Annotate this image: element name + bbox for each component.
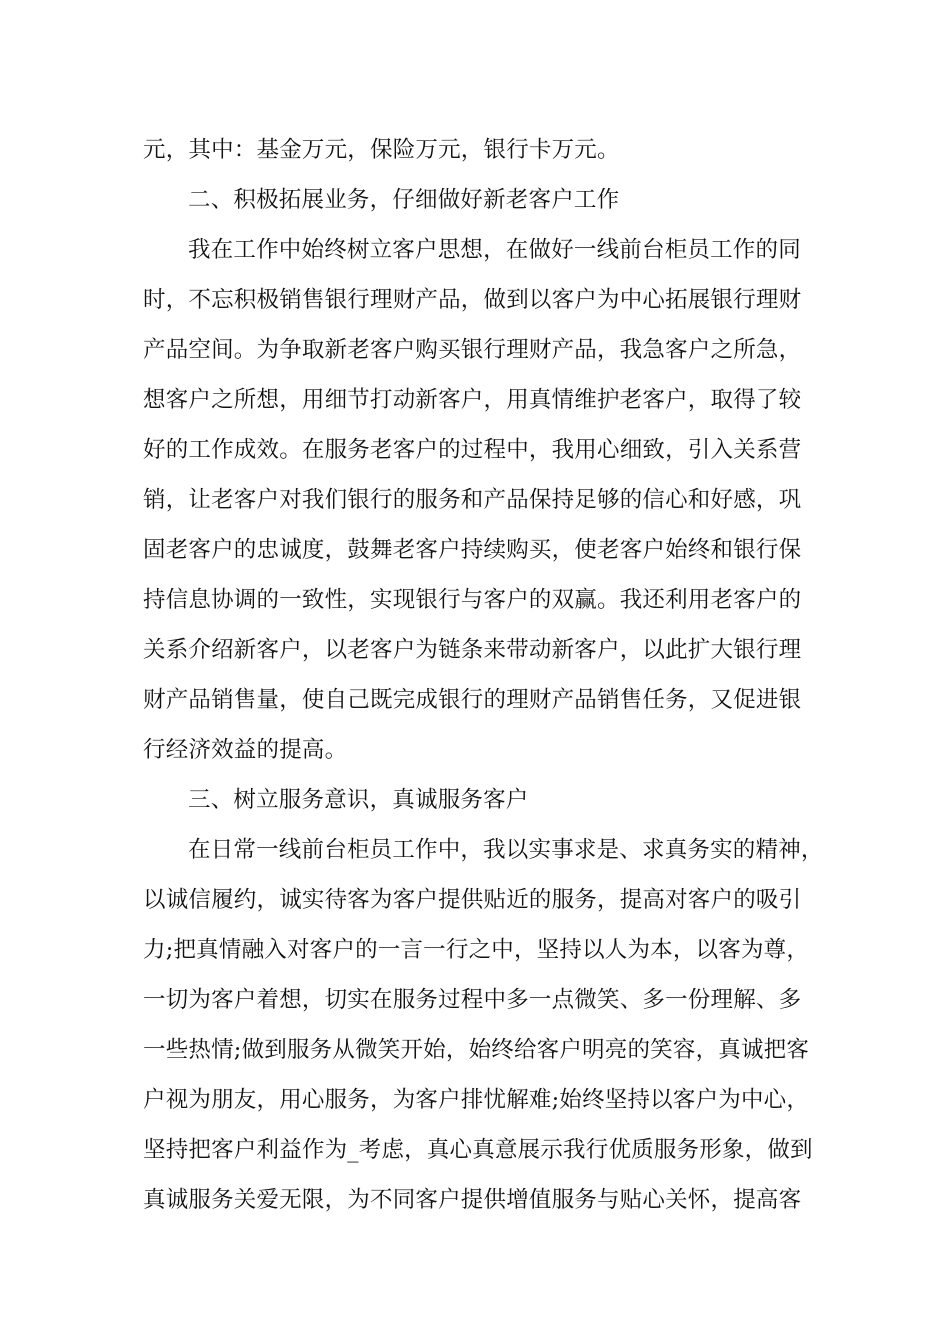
paragraph-line: 行经济效益的提高。 (143, 737, 348, 763)
paragraph-line: 固老客户的忠诚度，鼓舞老客户持续购买，使老客户始终和银行保 (143, 537, 802, 563)
paragraph-line: 时，不忘积极销售银行理财产品，做到以客户为中心拓展银行理财 (143, 287, 802, 313)
paragraph-line: 一切为客户着想，切实在服务过程中多一点微笑、多一份理解、多 (143, 987, 802, 1013)
paragraph-line: 持信息协调的一致性，实现银行与客户的双赢。我还利用老客户的 (143, 587, 802, 613)
paragraph-line: 以诚信履约，诚实待客为客户提供贴近的服务，提高对客户的吸引 (143, 887, 802, 913)
paragraph-line: 好的工作成效。在服务老客户的过程中，我用心细致，引入关系营 (143, 437, 802, 463)
paragraph-line: 想客户之所想，用细节打动新客户，用真情维护老客户，取得了较 (143, 387, 802, 413)
paragraph-line: 销，让老客户对我们银行的服务和产品保持足够的信心和好感，巩 (143, 487, 802, 513)
paragraph-line: 我在工作中始终树立客户思想，在做好一线前台柜员工作的同 (188, 237, 801, 263)
section-heading: 三、树立服务意识，真诚服务客户 (188, 787, 529, 813)
paragraph-line: 一些热情;做到服务从微笑开始，始终给客户明亮的笑容，真诚把客 (143, 1037, 810, 1063)
paragraph-line: 在日常一线前台柜员工作中，我以实事求是、求真务实的精神， (188, 837, 824, 863)
paragraph-line: 真诚服务关爱无限，为不同客户提供增值服务与贴心关怀，提高客 (143, 1187, 802, 1213)
paragraph-line: 户视为朋友，用心服务，为客户排忧解难;始终坚持以客户为中心， (143, 1087, 810, 1113)
paragraph-line: 力;把真情融入对客户的一言一行之中，坚持以人为本，以客为尊， (143, 937, 810, 963)
paragraph-line: 产品空间。为争取新老客户购买银行理财产品，我急客户之所急， (143, 337, 802, 363)
paragraph-line: 坚持把客户利益作为_考虑，真心真意展示我行优质服务形象，做到 (143, 1137, 813, 1163)
paragraph-line: 元，其中：基金万元，保险万元，银行卡万元。 (143, 137, 620, 163)
paragraph-line: 关系介绍新客户，以老客户为链条来带动新客户，以此扩大银行理 (143, 637, 802, 663)
section-heading: 二、积极拓展业务，仔细做好新老客户工作 (188, 187, 620, 213)
paragraph-line: 财产品销售量，使自己既完成银行的理财产品销售任务，又促进银 (143, 687, 802, 713)
